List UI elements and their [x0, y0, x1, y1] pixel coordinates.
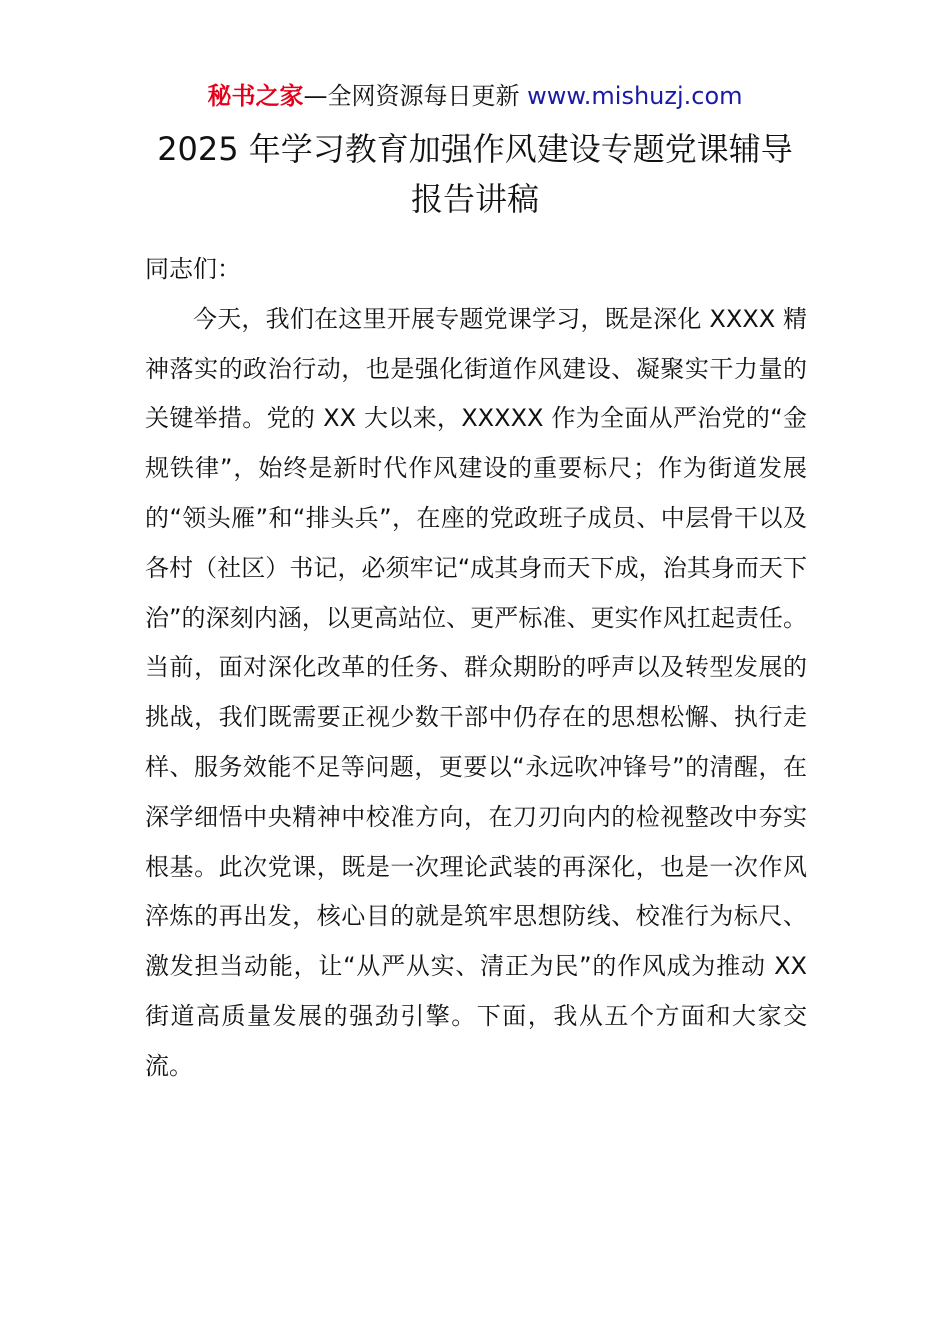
- document-title: [0, 124, 950, 224]
- header-slogan: —全网资源每日更新: [303, 82, 520, 110]
- body-paragraph: 今天，我们在这里开展专题党课学习，既是深化 XXXX 精神落实的政治行动，也是强化街道作风建设、凝聚实干力量的关键举措。党的 XX 大以来，XXXXX 作为全面从严治党的“金规铁律”，始终是新时代作风建设的重要标尺；作为街道发展的“领头雁”和“排头兵”，在座的党政班子成员、中层骨干以及各村（社区）书记，必须牢记“成其身而天下成，治其身而天下治”的深刻内涵，以更高站位、更严标准、更实作风扛起责任。当前，面对深化改革的任务、群众期盼的呼声以及转型发展的挑战，我们既需要正视少数干部中仍存在的思想松懈、执行走样、服务效能不足等问题，更要以“永远吹冲锋号”的清醒，在深学细悟中央精神中校准方向，在刀刃向内的检视整改中夯实根基。此次党课，既是一次理论武装的再深化，也是一次作风淬炼的再出发，核心目的就是筑牢思想防线、校准行为标尺、激发担当动能，让“从严从实、清正为民”的作风成为推动 XX 街道高质量发展的强劲引擎。下面，我从五个方面和大家交流。: [145, 304, 807, 1080]
- title-line-1: 2025 年学习教育加强作风建设专题党课辅导: [157, 130, 793, 168]
- title-line-2: 报告讲稿: [410, 180, 539, 218]
- site-header: [0, 80, 950, 112]
- document-body: [145, 245, 807, 1092]
- salutation: 同志们：: [145, 255, 241, 283]
- site-url[interactable]: www.mishuzj.com: [519, 82, 743, 110]
- brand-name: 秘书之家: [207, 82, 304, 110]
